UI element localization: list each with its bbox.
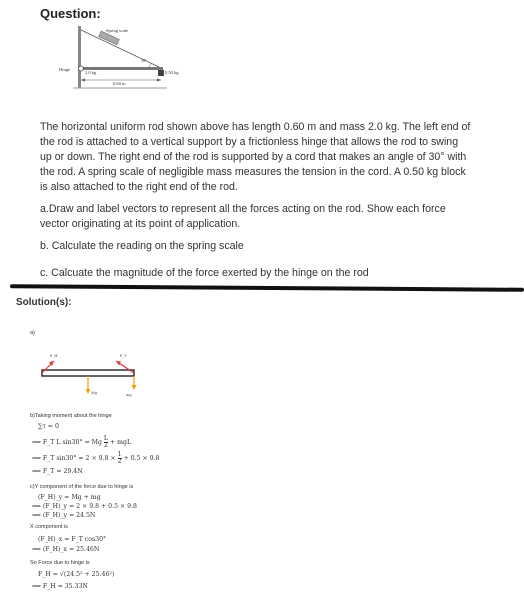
block: [158, 70, 164, 76]
b-eq3: ⟹ F_T = 29.4N: [32, 468, 83, 475]
problem-line: The horizontal uniform rod shown above has length 0.60 m and mass 2.0 kg. The left end of: [40, 121, 471, 133]
c-eq1: (F_H)_y = Mg + mg: [38, 494, 101, 501]
part-a-text: [40, 202, 480, 232]
x-eq2: ⟹ (F_H)_x = 25.46N: [32, 546, 100, 553]
b-eq2-left: ⟹ F_T sin30° = 2 × 9.8 ×: [32, 455, 116, 462]
angle-label: 30°: [141, 58, 147, 63]
total-intro: So Force due to hinge is: [30, 560, 90, 566]
part-b-intro: b)Taking moment about the hinge: [30, 413, 112, 419]
problem-line: the rod. A spring scale of negligible mass measures the tension in the cord. A 0.50 kg block: [40, 166, 466, 178]
part-a-line: vector originating at its point of application.: [40, 218, 241, 230]
b-eq2-den: 2: [117, 458, 122, 465]
cord: [81, 30, 161, 68]
problem-text: [40, 120, 480, 195]
spring-label: Spring scale: [106, 28, 129, 33]
question-heading: Question:: [40, 6, 101, 21]
section-divider: [10, 284, 524, 292]
vertical-support: [78, 26, 81, 88]
b-eq2-frac: [118, 452, 122, 465]
c-eq2: ⟹ (F_H)_y = 2 × 9.8 + 0.5 × 9.8: [32, 503, 137, 510]
part-b-text: b. Calculate the reading on the spring scale: [40, 240, 244, 252]
problem-figure: [55, 22, 179, 92]
b-eq1-frac: [104, 436, 108, 449]
b-eq1-num: L: [103, 435, 108, 442]
x-eq1: (F_H)_x = F_T cos30°: [38, 536, 107, 543]
b-eq1: [32, 436, 131, 449]
problem-line: the rod is attached to a vertical support by a frictionless hinge that allows the rod to swing: [40, 136, 459, 148]
fbd-mg-label: mg: [126, 393, 132, 397]
hinge: [79, 66, 84, 71]
x-intro: X component is: [30, 524, 68, 530]
b-eq2: [32, 452, 159, 465]
fbd-ft-label: F_T: [120, 354, 127, 358]
b-eq1-den: 2: [103, 442, 108, 449]
problem-line: up or down. The right end of the rod is supported by a cord that makes an angle of 30° with: [40, 151, 467, 163]
free-body-diagram: [30, 346, 150, 406]
problem-line: is also attached to the right end of the rod.: [40, 181, 238, 193]
hinge-label: Hinge: [59, 67, 70, 72]
t-eq2: ⟹ F_H = 35.33N: [32, 583, 88, 590]
b-eq1-left: ⟹ F_T L sin30° = Mg: [32, 439, 102, 446]
b-eq0: ∑τ = 0: [38, 423, 59, 430]
b-eq2-right: + 0.5 × 9.8: [123, 455, 160, 462]
part-a-marker: a): [30, 330, 35, 336]
part-c-text: c. Calcuate the magnitude of the force exerted by the hinge on the rod: [40, 267, 369, 279]
part-a-line: a.Draw and label vectors to represent all the forces acting on the rod. Show each force: [40, 203, 446, 215]
part-c-intro: c)Y component of the force due to hinge is: [30, 484, 134, 490]
t-eq1: F_H = √(24.5² + 25.46²): [38, 571, 115, 578]
b-eq1-right: + mgL: [109, 439, 132, 446]
fbd-Mg-label: Mg: [91, 391, 97, 395]
c-eq3: ⟹ (F_H)_y = 24.5N: [32, 512, 96, 519]
fbd-rod: [42, 370, 134, 376]
solution-heading: Solution(s):: [16, 297, 72, 308]
fbd-fh-label: F_H: [50, 354, 58, 358]
length-label: 0.60 m: [113, 81, 126, 86]
block-label: 0.50 kg: [165, 70, 179, 75]
mass-label: 2.0 kg: [85, 70, 97, 75]
b-eq2-num: 1: [117, 451, 122, 458]
